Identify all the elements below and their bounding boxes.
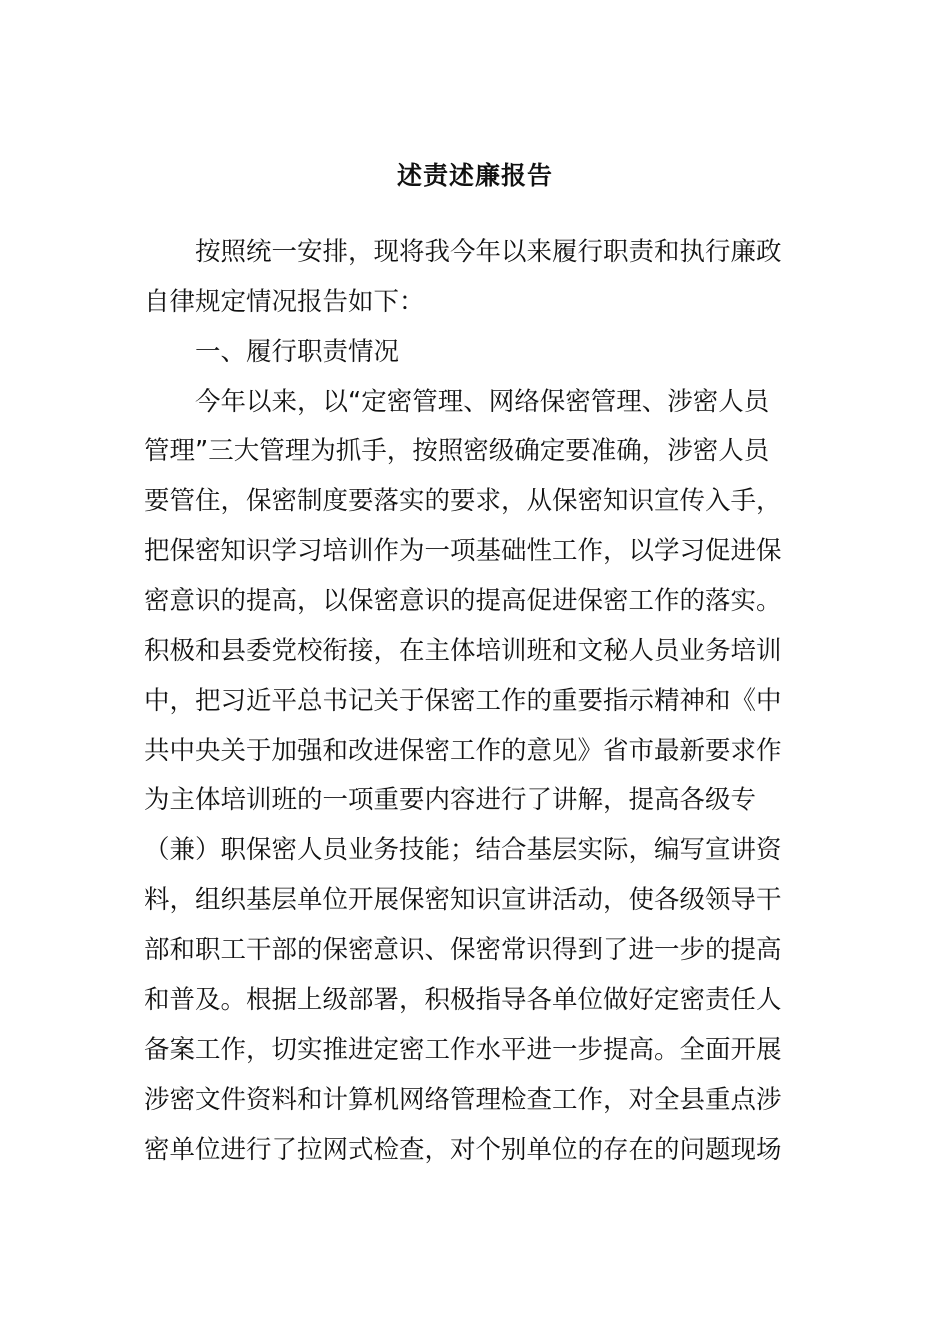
text-line: 按照统一安排，现将我今年以来履行职责和执行廉政	[144, 237, 782, 267]
text-line: 共中央关于加强和改进保密工作的意见》省市最新要求作	[144, 736, 782, 766]
text-line: 料，组织基层单位开展保密知识宣讲活动，使各级领导干	[144, 885, 782, 915]
text-line: 积极和县委党校衔接，在主体培训班和文秘人员业务培训	[144, 636, 782, 666]
text-line: 今年以来，以“定密管理、网络保密管理、涉密人员	[144, 387, 770, 417]
text-line: 中，把习近平总书记关于保密工作的重要指示精神和《中	[144, 686, 782, 716]
text-line: 要管住，保密制度要落实的要求，从保密知识宣传入手，	[144, 486, 782, 516]
section-heading: 一、履行职责情况	[144, 337, 400, 367]
text-line: 密单位进行了拉网式检查，对个别单位的存在的问题现场	[144, 1135, 782, 1165]
text-line: 把保密知识学习培训作为一项基础性工作，以学习促进保	[144, 536, 782, 566]
text-line: （兼）职保密人员业务技能；结合基层实际，编写宣讲资	[144, 835, 782, 865]
text-line: 自律规定情况报告如下：	[144, 287, 425, 317]
document-title: 述责述廉报告	[396, 161, 553, 190]
text-line: 为主体培训班的一项重要内容进行了讲解，提高各级专	[144, 785, 757, 815]
text-line: 和普及。根据上级部署，积极指导各单位做好定密责任人	[144, 985, 782, 1015]
text-line: 备案工作，切实推进定密工作水平进一步提高。全面开展	[144, 1035, 782, 1065]
text-line: 管理”三大管理为抓手，按照密级确定要准确，涉密人员	[144, 436, 770, 466]
text-line: 密意识的提高，以保密意识的提高促进保密工作的落实。	[144, 586, 782, 616]
text-line: 部和职工干部的保密意识、保密常识得到了进一步的提高	[144, 935, 782, 965]
text-line: 涉密文件资料和计算机网络管理检查工作，对全县重点涉	[144, 1085, 782, 1115]
